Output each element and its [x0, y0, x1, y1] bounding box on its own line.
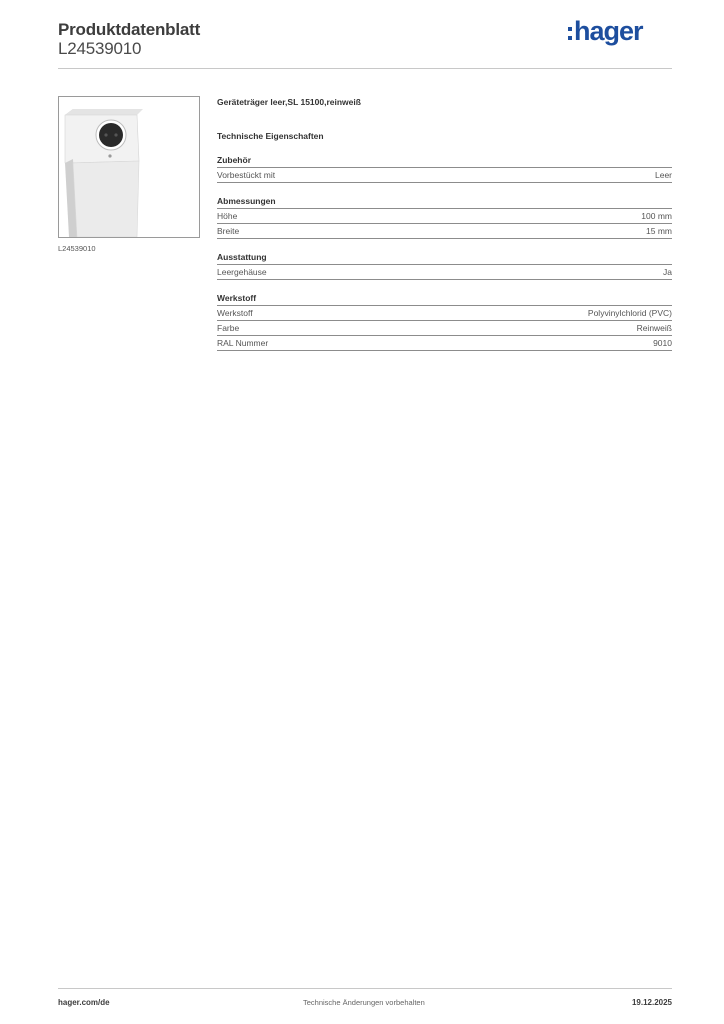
spec-row	[217, 265, 672, 280]
spec-section-material	[217, 292, 672, 351]
footer-notice: Technische Änderungen vorbehalten	[303, 998, 425, 1007]
logo-text: hager	[574, 16, 643, 46]
footer-date: 19.12.2025	[631, 998, 672, 1007]
section-title: Abmessungen	[217, 195, 672, 209]
spec-value: Reinweiß	[636, 323, 672, 333]
hager-logo	[566, 14, 666, 50]
spec-row	[217, 306, 672, 321]
spec-value: 9010	[653, 338, 672, 348]
header-divider	[58, 68, 672, 69]
image-caption: L24539010	[58, 244, 96, 253]
spec-row	[217, 224, 672, 239]
spec-row	[217, 168, 672, 183]
spec-key: Vorbestückt mit	[217, 170, 276, 180]
spec-key: Werkstoff	[217, 308, 253, 318]
spec-value: Leer	[654, 170, 672, 180]
product-name: Geräteträger leer,SL 15100,reinweiß	[217, 97, 361, 107]
spec-key: Breite	[217, 226, 240, 236]
section-title: Werkstoff	[217, 292, 672, 306]
technical-properties-heading: Technische Eigenschaften	[217, 131, 324, 141]
product-image-frame	[58, 96, 200, 238]
spec-value: Polyvinylchlorid (PVC)	[587, 308, 672, 318]
spec-row	[217, 209, 672, 224]
product-code: L24539010	[58, 39, 142, 58]
spec-value: Ja	[663, 267, 672, 277]
page-title: Produktdatenblatt	[58, 20, 201, 39]
section-title: Ausstattung	[217, 251, 672, 265]
spec-key: Höhe	[217, 211, 238, 221]
spec-key: Farbe	[217, 323, 240, 333]
product-specs	[217, 96, 672, 351]
spec-section-equipment	[217, 251, 672, 280]
device-carrier-icon	[59, 97, 199, 237]
spec-section-accessories	[217, 154, 672, 183]
section-title: Zubehör	[217, 154, 672, 168]
spec-row	[217, 336, 672, 351]
spec-row	[217, 321, 672, 336]
website-link[interactable]: hager.com/de	[58, 998, 110, 1007]
spec-value: 100 mm	[641, 211, 672, 221]
spec-key: RAL Nummer	[217, 338, 269, 348]
spec-section-dimensions	[217, 195, 672, 239]
spec-key: Leergehäuse	[217, 267, 267, 277]
spec-value: 15 mm	[646, 226, 672, 236]
footer-divider	[58, 988, 672, 989]
